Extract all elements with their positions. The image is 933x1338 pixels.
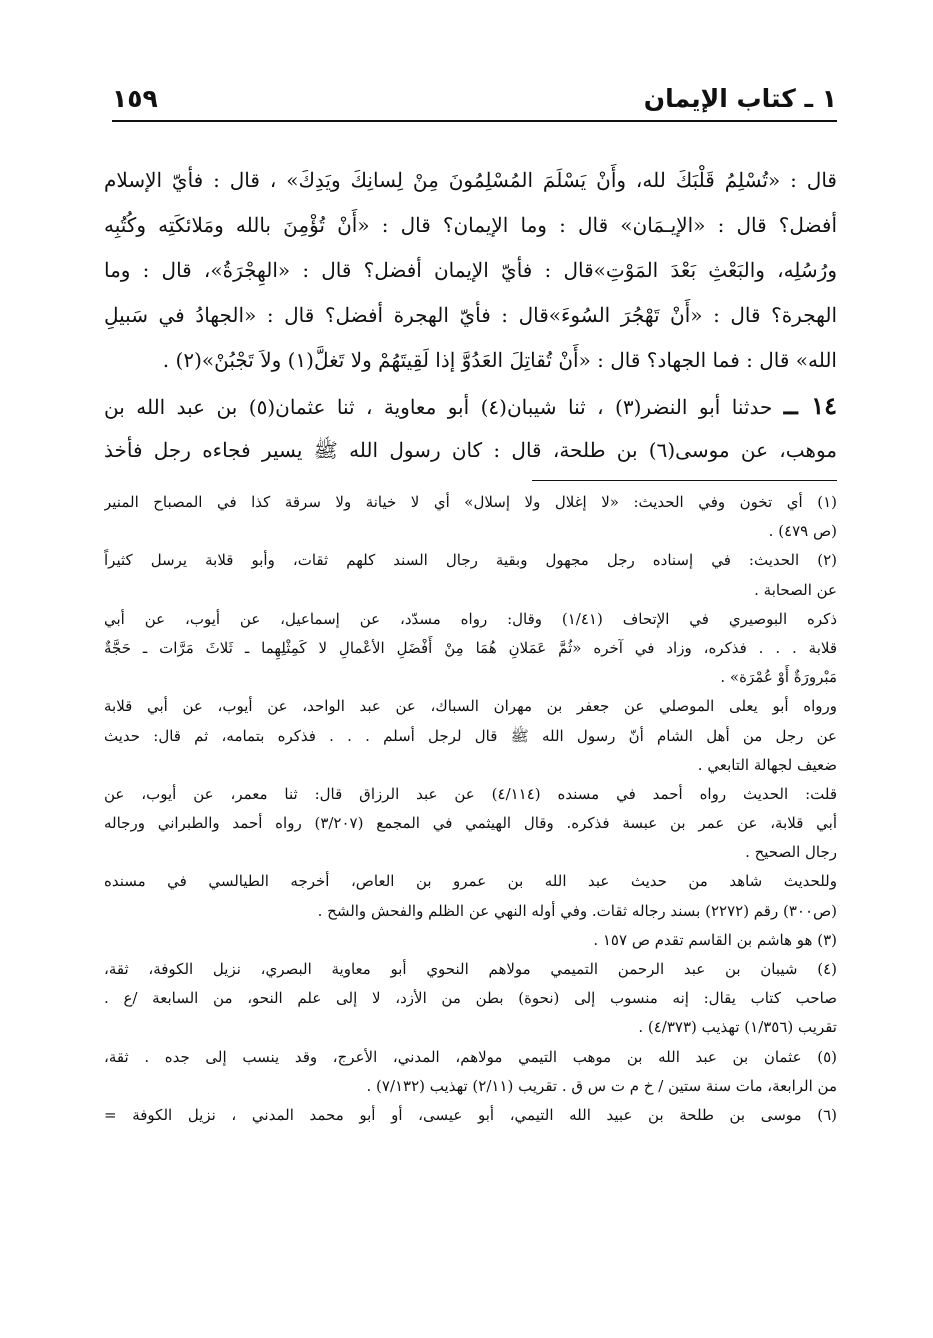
footnote-line: (٦) موسى بن طلحة بن عبيد الله التيمي، أبو عيسى، أو أبو محمد المدني ، نزيل الكوفة = — [104, 1105, 837, 1124]
page-number: ١٥٩ — [112, 84, 158, 113]
hadith-text: حدثنا أبو النضر(٣) ، ثنا شيبان(٤) أبو معاوية ، ثنا عثمان(٥) بن عبد الله بن — [104, 395, 773, 419]
footnote-line: ذكره البوصيري في الإتحاف (١/٤١) وقال: رواه مسدّد، عن إسماعيل، عن أيوب، عن أبي — [104, 609, 837, 628]
text-line: موهب، عن موسى(٦) بن طلحة، قال : كان رسول الله ﷺ يسير فجاءه رجل فأخذ — [104, 438, 837, 462]
running-title: ١ ـ كتاب الإيمان — [643, 84, 837, 113]
footnote-line: أبي قلابة، عن عمر بن عبسة فذكره. وقال الهيثمي في المجمع (٣/٢٠٧) رواه أحمد والطبراني ورجاله — [104, 814, 837, 833]
hadith-number: ١٤ ــ — [783, 391, 837, 420]
footnote-line: (ص ٤٧٩) . — [768, 522, 837, 541]
text-line: قال : «تُسْلِمُ قَلْبَكَ لله، وأَنْ يَسْلَمَ المُسْلِمُونَ مِنْ لِسانِكَ ويَدِكَ» ، قال : فأيّ الإسلام — [104, 168, 837, 192]
footnote-line: عن الصحابة . — [754, 580, 837, 599]
footnote-line: (٢) الحديث: في إسناده رجل مجهول وبقية رجال السند كلهم ثقات، وأبو قلابة يرسل كثيراً — [104, 551, 837, 570]
footnote-line: صاحب كتاب يقال: إنه منسوب إلى (نحوة) بطن من الأزد، لا إلى علم النحو، من السابعة /ع . — [104, 989, 837, 1008]
footnote-line: (٣) هو هاشم بن القاسم تقدم ص ١٥٧ . — [593, 930, 837, 949]
footnote-line: (ص٣٠٠) رقم (٢٢٧٢) بسند رجاله ثقات. وفي أوله النهي عن الظلم والفحش والشح . — [317, 901, 837, 920]
footnote-line: (٤) شيبان بن عبد الرحمن التميمي مولاهم النحوي أبو معاوية البصري، نزيل الكوفة، ثقة، — [104, 960, 837, 978]
text-line: الله» قال : فما الجهاد؟ قال : «أَنْ تُقاتِلَ العَدُوَّ إذا لَقِيتَهُمْ ولا تَغلَّ(١) ولاَ تَجْبُنْ»(٢) . — [162, 348, 837, 372]
footnote-line: تقريب (١/٣٥٦) تهذيب (٤/٣٧٣) . — [638, 1018, 837, 1037]
main-text — [104, 158, 837, 473]
footnotes — [104, 488, 837, 1130]
page-header — [112, 78, 837, 122]
footnote-line: (١) أي تخون وفي الحديث: «لا إغلال ولا إسلال» أي لا خيانة ولا سرقة كذا في المصباح المنير — [104, 493, 837, 511]
footnote-line: قلت: الحديث رواه أحمد في مسنده (٤/١١٤) عن عبد الرزاق قال: ثنا معمر، عن أيوب، عن — [104, 784, 837, 803]
footnote-line: ورواه أبو يعلى الموصلي عن جعفر بن مهران السباك، عن عبد الواحد، عن أيوب، عن أبي قلابة — [104, 697, 837, 716]
hadith-line — [104, 383, 837, 428]
footnote-line: (٥) عثمان بن عبد الله بن موهب التيمي مولاهم، المدني، الأعرج، وقد ينسب إلى جده . ثقة، — [104, 1047, 837, 1066]
footnote-separator — [532, 480, 837, 481]
footnote-line: من الرابعة، مات سنة ستين / خ م ت س ق . تقريب (٢/١١) تهذيب (٧/١٣٢) . — [366, 1076, 837, 1095]
footnote-line: وللحديث شاهد من حديث عبد الله بن عمرو بن العاص، أخرجه الطيالسي في مسنده — [104, 872, 837, 891]
footnote-line: ضعيف لجهالة التابعي . — [697, 755, 837, 774]
footnote-line: قلابة . . . فذكره، وزاد في آخره «ثُمَّ عَمَلانِ هُمَا مِنْ أَفْضَلِ الأعْمالِ لا كَمِثْلِهِما ـ ثَلاثَ مَرَّات ـ حَجَّةٌ — [104, 638, 837, 657]
footnote-line: مَبْرورَةٌ أَوْ عُمْرَة» . — [720, 668, 837, 687]
footnote-line: رجال الصحيح . — [745, 843, 837, 862]
footnote-line: عن رجل من أهل الشام أنّ رسول الله ﷺ قال لرجل أسلم . . . فذكره بتمامه، ثم قال: حديث — [104, 726, 837, 745]
text-line: ورُسُلِه، والبَعْثِ بَعْدَ المَوْتِ»قال : فأيّ الإيمان أفضل؟ قال : «الهِجْرَةُ»، قال : وما — [104, 258, 837, 282]
text-line: الهجرة؟ قال : «أَنْ تَهْجُرَ السُوءَ»قال : فأيّ الهجرة أفضل؟ قال : «الجهادُ في سَبيلِ — [104, 303, 837, 327]
text-line: أفضل؟ قال : «الإيـمَان» قال : وما الإيمان؟ قال : «أَنْ تُؤْمِنَ بالله ومَلائكَتِه وكُتُبِه — [104, 213, 837, 237]
